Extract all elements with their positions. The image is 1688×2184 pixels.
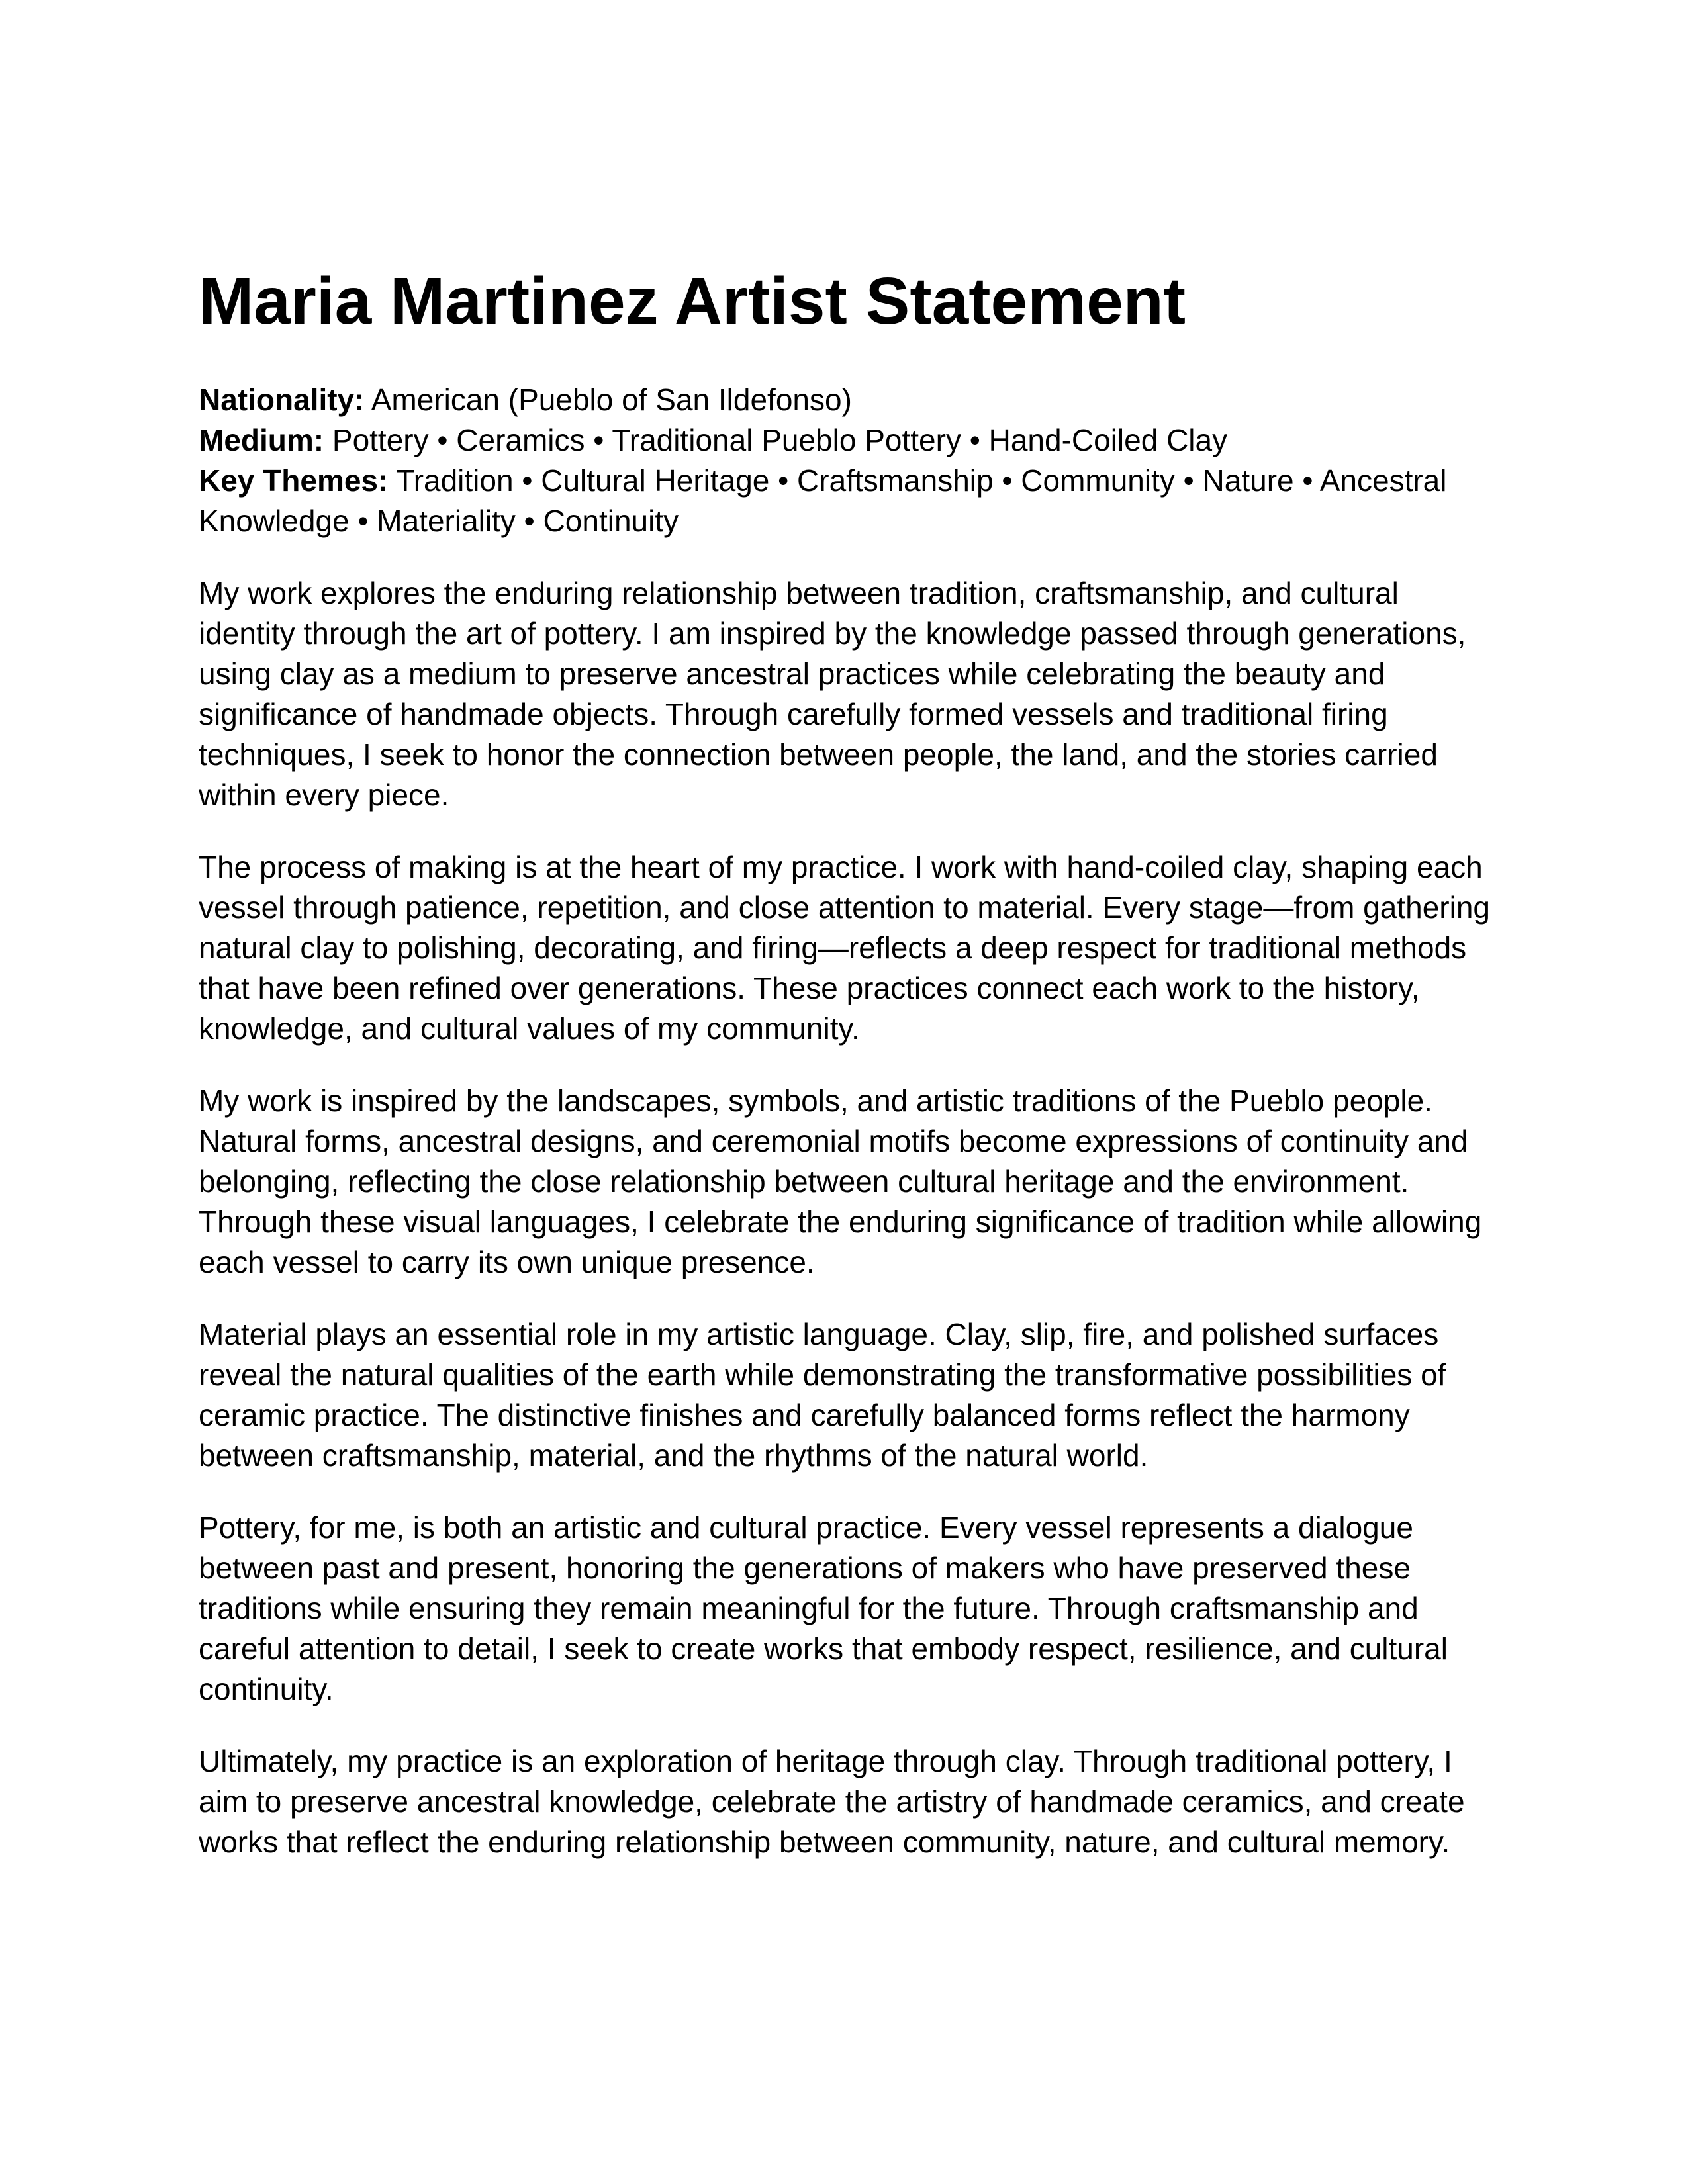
body-paragraph: Ultimately, my practice is an exploration of heritage through clay. Through traditional pottery, I aim to preserve ancestral knowledge, celebrate the artistry of handmade ceramics, and create works that reflect the enduring relationship between community, nature, and cultural memory. <box>199 1744 1465 1859</box>
meta-value: Tradition • Cultural Heritage • Craftsmanship • Community • Nature • Ancestral Knowledge • Materiality • Continuity <box>199 463 1447 538</box>
meta-label: Medium: <box>199 423 324 457</box>
body-paragraph: Pottery, for me, is both an artistic and cultural practice. Every vessel represents a dialogue between past and present, honoring the generations of makers who have preserved these traditions while ensuring they remain meaningful for the future. Through craftsmanship and careful attention to detail, I seek to create works that embody respect, resilience, and cultural continuity. <box>199 1510 1448 1706</box>
meta-key-themes <box>199 461 1496 541</box>
body-paragraph: Material plays an essential role in my artistic language. Clay, slip, fire, and polished surfaces reveal the natural qualities of the earth while demonstrating the transformative possibilities of ceramic practice. The distinctive finishes and carefully balanced forms reflect the harmony between craftsmanship, material, and the rhythms of the natural world. <box>199 1317 1446 1473</box>
meta-value: American (Pueblo of San Ildefonso) <box>371 383 852 417</box>
metadata-block <box>199 380 1496 541</box>
meta-medium <box>199 420 1496 461</box>
meta-label: Key Themes: <box>199 463 389 498</box>
body-paragraph: The process of making is at the heart of my practice. I work with hand-coiled clay, shaping each vessel through patience, repetition, and close attention to material. Every stage—from gathering natural clay to polishing, decorating, and firing—reflects a deep respect for traditional methods that have been refined over generations. These practices connect each work to the history, knowledge, and cultural values of my community. <box>199 850 1490 1046</box>
meta-value: Pottery • Ceramics • Traditional Pueblo Pottery • Hand-Coiled Clay <box>332 423 1228 457</box>
meta-label: Nationality: <box>199 383 365 417</box>
document-page <box>199 258 1496 1862</box>
body-paragraph: My work is inspired by the landscapes, symbols, and artistic traditions of the Pueblo people. Natural forms, ancestral designs, and ceremonial motifs become expressions of continuity and belonging, reflecting the close relationship between cultural heritage and the environment. Through these visual languages, I celebrate the enduring significance of tradition while allowing each vessel to carry its own unique presence. <box>199 1083 1482 1279</box>
body-paragraph: My work explores the enduring relationship between tradition, craftsmanship, and cultural identity through the art of pottery. I am inspired by the knowledge passed through generations, using clay as a medium to preserve ancestral practices while celebrating the beauty and significance of handmade objects. Through carefully formed vessels and traditional firing techniques, I seek to honor the connection between people, the land, and the stories carried within every piece. <box>199 576 1466 812</box>
document-title: Maria Martinez Artist Statement <box>199 264 1186 338</box>
meta-nationality <box>199 380 1496 420</box>
